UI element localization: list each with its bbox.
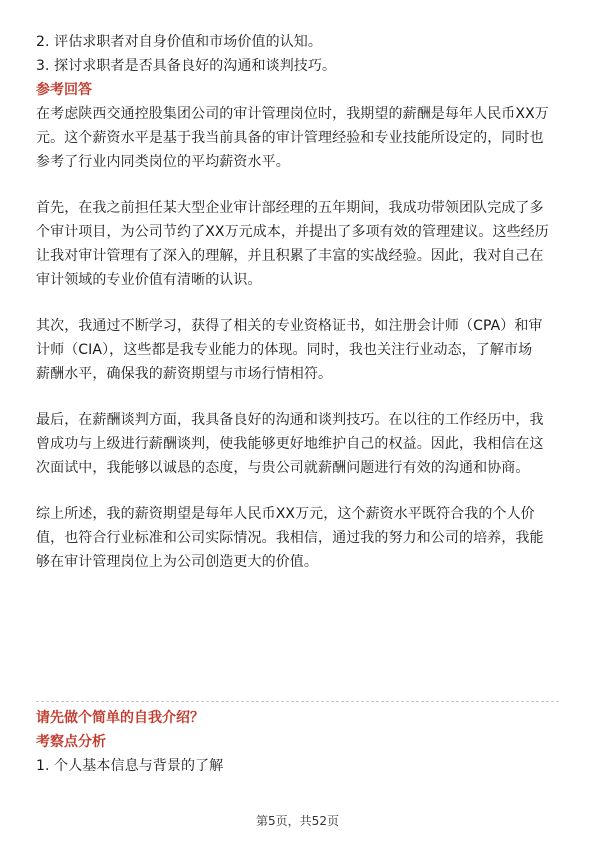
paragraph-line: 让我对审计管理有了深入的理解，并且积累了丰富的实战经验。因此，我对自己在 <box>36 248 544 264</box>
answer-paragraph <box>36 314 561 386</box>
paragraph-line: 其次，我通过不断学习，获得了相关的专业资格证书，如注册会计师（CPA）和审 <box>36 318 543 334</box>
answer-paragraph <box>36 408 561 480</box>
paragraph-line: 首先，在我之前担任某大型企业审计部经理的五年期间，我成功带领团队完成了多 <box>36 200 544 216</box>
question-heading: 请先做个简单的自我介绍？ <box>36 710 204 726</box>
section-divider <box>36 701 559 702</box>
paragraph-line: 在考虑陕西交通控股集团公司的审计管理岗位时，我期望的薪酬是每年人民币XX万 <box>36 106 549 122</box>
paragraph-line: 计师（CIA），这些都是我专业能力的体现。同时，我也关注行业动态，了解市场 <box>36 342 533 358</box>
analysis-list-item: 1. 个人基本信息与背景的了解 <box>36 758 224 774</box>
paragraph-line: 薪酬水平，确保我的薪资期望与市场行情相符。 <box>36 366 333 382</box>
answer-paragraph <box>36 502 561 574</box>
answer-paragraph <box>36 196 561 292</box>
analysis-heading: 考察点分析 <box>36 734 106 750</box>
paragraph-line: 值，也符合行业标准和公司实际情况。我相信，通过我的努力和公司的培养，我能 <box>36 530 544 546</box>
paragraph-line: 综上所述，我的薪资期望是每年人民币XX万元，这个薪资水平既符合我的个人价 <box>36 506 535 522</box>
paragraph-line: 参考了行业内同类岗位的平均薪资水平。 <box>36 154 290 170</box>
document-page <box>36 30 561 574</box>
paragraph-line: 个审计项目，为公司节约了XX万元成本，并提出了多项有效的管理建议。这些经历 <box>36 224 549 240</box>
answer-heading: 参考回答 <box>36 82 92 98</box>
page-number: 第5页，共52页 <box>256 814 339 828</box>
paragraph-line: 曾成功与上级进行薪酬谈判，使我能够更好地维护自己的权益。因此，我相信在这 <box>36 436 544 452</box>
paragraph-line: 次面试中，我能够以诚恳的态度，与贵公司就薪酬问题进行有效的沟通和协商。 <box>36 460 530 476</box>
next-section <box>36 706 561 778</box>
paragraph-line: 最后，在薪酬谈判方面，我具备良好的沟通和谈判技巧。在以往的工作经历中，我 <box>36 412 544 428</box>
intro-list-item: 2. 评估求职者对自身价值和市场价值的认知。 <box>36 34 323 50</box>
answer-paragraph <box>36 102 561 174</box>
paragraph-line: 审计领域的专业价值有清晰的认识。 <box>36 272 262 288</box>
intro-list-item: 3. 探讨求职者是否具备良好的沟通和谈判技巧。 <box>36 58 337 74</box>
paragraph-line: 元。这个薪资水平是基于我当前具备的审计管理经验和专业技能所设定的，同时也 <box>36 130 544 146</box>
paragraph-line: 够在审计管理岗位上为公司创造更大的价值。 <box>36 554 318 570</box>
